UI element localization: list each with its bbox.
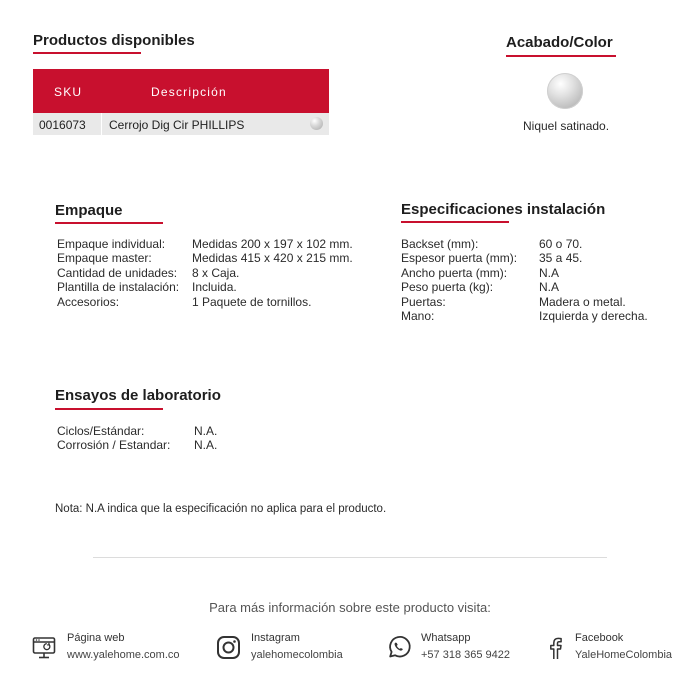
contact-value: yalehomecolombia — [251, 649, 343, 661]
list-item: Ciclos/Estándar: N.A. — [57, 424, 218, 438]
list-item: Empaque master: Medidas 415 x 420 x 215 mm. — [57, 251, 353, 266]
list-item: Ancho puerta (mm): N.A — [401, 265, 560, 280]
products-title-underline — [33, 52, 141, 54]
lab-title-underline — [55, 408, 163, 410]
contact-value: YaleHomeColombia — [575, 649, 673, 661]
list-item: Cantidad de unidades: 8 x Caja. — [57, 265, 240, 280]
finish-title: Acabado/Color — [506, 34, 613, 51]
list-item: Plantilla de instalación: Incluida. — [57, 280, 237, 295]
footer-title: Para más información sobre este producto visita: — [209, 600, 491, 615]
installation-title-underline — [401, 221, 509, 223]
contact-label: Instagram — [251, 632, 300, 644]
contact-value: www.yalehome.com.co — [67, 649, 180, 661]
column-header-description: Descripción — [151, 85, 227, 99]
web-icon — [32, 634, 58, 660]
products-title: Productos disponibles — [33, 32, 195, 49]
contact-instagram[interactable] — [216, 632, 356, 666]
sku-cell: 0016073 — [39, 118, 86, 132]
finish-swatch-small — [310, 117, 323, 130]
footer-divider — [93, 557, 607, 558]
list-item: Mano: Izquierda y derecha. — [401, 308, 648, 323]
contact-facebook[interactable] — [543, 632, 683, 666]
installation-list — [401, 237, 691, 323]
column-header-sku: SKU — [54, 85, 83, 99]
facebook-icon — [543, 634, 569, 660]
whatsapp-icon — [386, 634, 412, 660]
list-item: Peso puerta (kg): N.A — [401, 280, 560, 295]
products-table-header — [33, 69, 329, 113]
installation-title: Especificaciones instalación — [401, 201, 606, 218]
products-table — [33, 69, 329, 135]
lab-list — [57, 424, 307, 453]
description-cell: Cerrojo Dig Cir PHILLIPS — [109, 118, 245, 132]
note-text: Nota: N.A indica que la especificación no aplica para el producto. — [55, 503, 387, 515]
finish-title-underline — [506, 55, 616, 57]
cell-divider — [101, 113, 102, 135]
table-row — [33, 113, 329, 135]
list-item: Puertas: Madera o metal. — [401, 294, 626, 309]
contact-label: Whatsapp — [421, 632, 471, 644]
contact-label: Página web — [67, 632, 125, 644]
contact-label: Facebook — [575, 632, 624, 644]
packaging-title: Empaque — [55, 202, 123, 219]
list-item: Espesor puerta (mm): 35 a 45. — [401, 251, 583, 266]
list-item: Accesorios: 1 Paquete de tornillos. — [57, 294, 312, 309]
contact-value: +57 318 365 9422 — [421, 649, 511, 661]
finish-name: Niquel satinado. — [523, 119, 610, 133]
contact-web[interactable] — [32, 632, 182, 666]
list-item: Backset (mm): 60 o 70. — [401, 237, 583, 251]
finish-swatch — [547, 73, 583, 109]
instagram-icon — [216, 634, 242, 660]
packaging-list — [57, 237, 367, 309]
lab-title: Ensayos de laboratorio — [55, 387, 221, 404]
list-item: Empaque individual: Medidas 200 x 197 x 102 mm. — [57, 237, 353, 251]
contact-whatsapp[interactable] — [386, 632, 516, 666]
list-item: Corrosión / Estandar: N.A. — [57, 438, 218, 453]
packaging-title-underline — [55, 222, 163, 224]
